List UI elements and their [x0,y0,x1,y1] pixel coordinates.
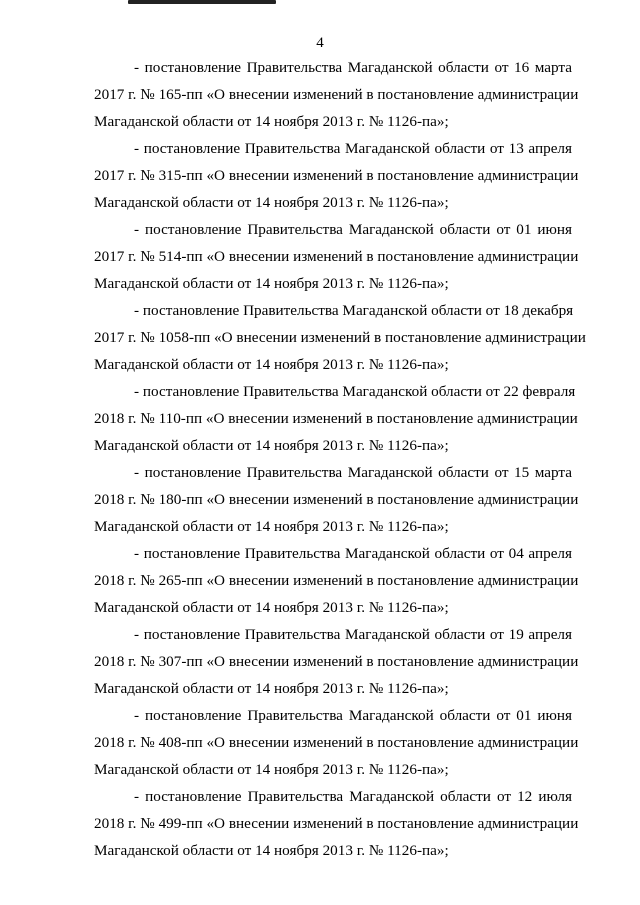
item-line: Магаданской области от 14 ноября 2013 г. № 1126-па»; [94,194,449,211]
list-item [94,378,578,459]
item-line: 2018 г. № 307-пп «О внесении изменений в постановление администрации [94,653,579,670]
list-item [94,621,579,702]
item-line: Магаданской области от 14 ноября 2013 г. № 1126-па»; [94,599,449,616]
item-line: - постановление Правительства Магаданской области от 19 апреля [134,626,572,643]
list-item [94,54,579,135]
item-line: 2018 г. № 499-пп «О внесении изменений в постановление администрации [94,815,579,832]
page-number: 4 [316,35,324,51]
item-line: Магаданской области от 14 ноября 2013 г. № 1126-па»; [94,842,449,859]
item-line: 2017 г. № 1058-пп «О внесении изменений в постановление администрации [94,329,586,346]
item-line: 2017 г. № 165-пп «О внесении изменений в постановление администрации [94,86,579,103]
item-line: 2017 г. № 514-пп «О внесении изменений в постановление администрации [94,248,579,265]
item-line: 2018 г. № 110-пп «О внесении изменений в постановление администрации [94,410,578,427]
item-line: 2018 г. № 408-пп «О внесении изменений в постановление администрации [94,734,579,751]
item-line: - постановление Правительства Магаданской области от 13 апреля [134,140,572,157]
list-item [94,216,579,297]
document-body [94,54,586,864]
item-line: Магаданской области от 14 ноября 2013 г. № 1126-па»; [94,518,449,535]
item-line: - постановление Правительства Магаданской области от 01 июня [134,221,572,238]
list-item [94,540,579,621]
scan-edge-line [128,0,276,4]
item-line: - постановление Правительства Магаданской области от 22 февраля [134,383,576,400]
list-item [94,297,586,378]
item-line: - постановление Правительства Магаданской области от 18 декабря [134,302,574,319]
item-line: - постановление Правительства Магаданской области от 16 марта [134,59,572,76]
item-line: - постановление Правительства Магаданской области от 01 июня [134,707,572,724]
item-line: 2018 г. № 180-пп «О внесении изменений в постановление администрации [94,491,579,508]
list-item [94,702,579,783]
list-item [94,783,579,864]
item-line: Магаданской области от 14 ноября 2013 г. № 1126-па»; [94,761,449,778]
list-item [94,135,579,216]
item-line: - постановление Правительства Магаданской области от 15 марта [134,464,572,481]
item-line: 2018 г. № 265-пп «О внесении изменений в постановление администрации [94,572,579,589]
item-line: Магаданской области от 14 ноября 2013 г. № 1126-па»; [94,275,449,292]
item-line: Магаданской области от 14 ноября 2013 г. № 1126-па»; [94,356,449,373]
item-line: Магаданской области от 14 ноября 2013 г. № 1126-па»; [94,113,449,130]
item-line: Магаданской области от 14 ноября 2013 г. № 1126-па»; [94,437,449,454]
list-item [94,459,579,540]
item-line: - постановление Правительства Магаданской области от 04 апреля [134,545,572,562]
item-line: Магаданской области от 14 ноября 2013 г. № 1126-па»; [94,680,449,697]
item-line: - постановление Правительства Магаданской области от 12 июля [134,788,572,805]
item-line: 2017 г. № 315-пп «О внесении изменений в постановление администрации [94,167,579,184]
